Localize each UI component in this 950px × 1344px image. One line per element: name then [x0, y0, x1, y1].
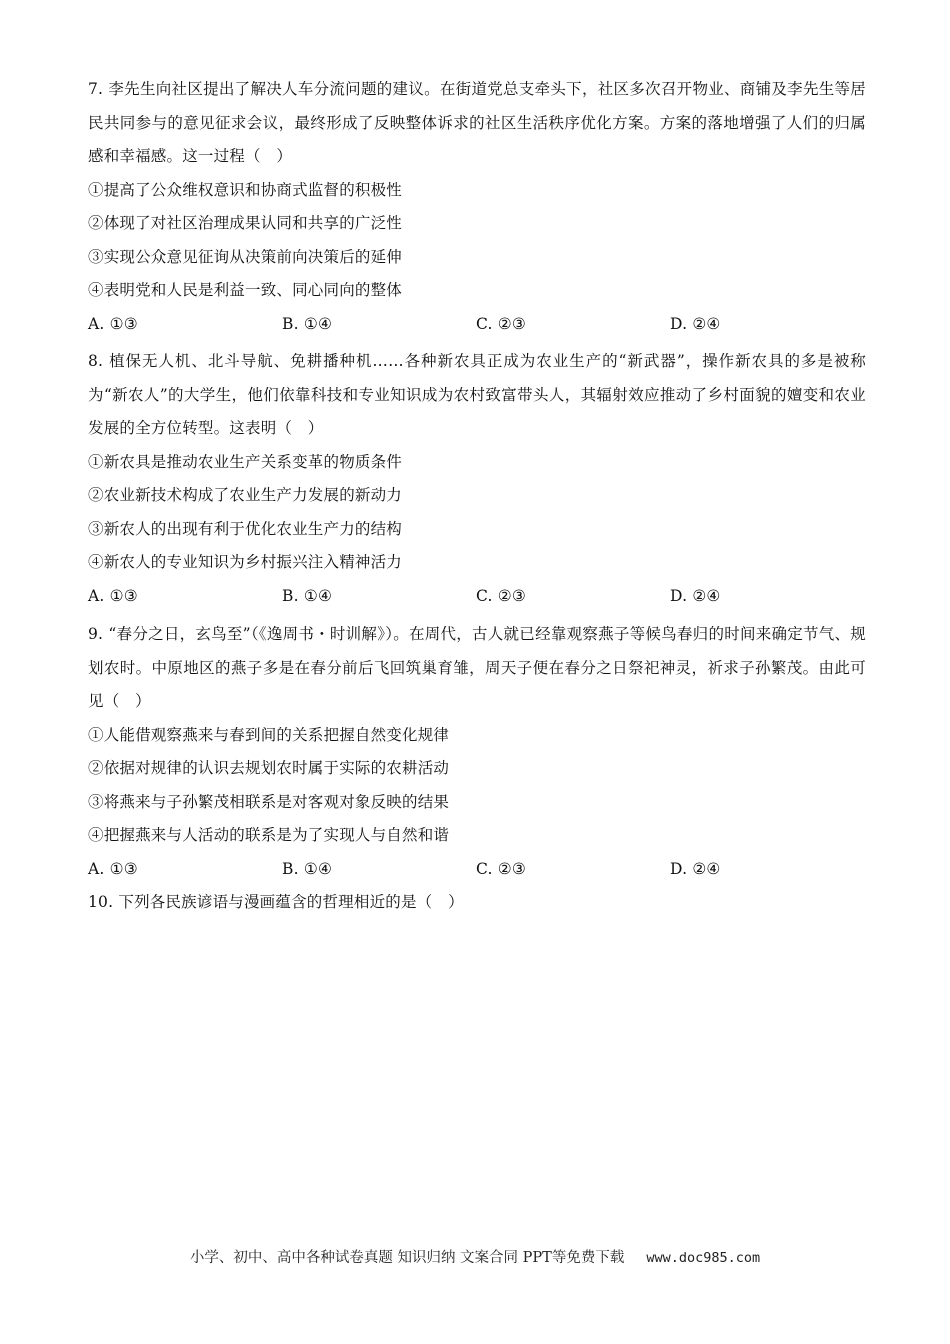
question-9 [88, 618, 866, 886]
question-8 [88, 345, 866, 613]
statement-item: ③将燕来与子孙繁茂相联系是对客观对象反映的结果 [88, 792, 450, 811]
choice-d: D. ②④ [670, 859, 721, 878]
choice-a: A. ①③ [88, 314, 138, 333]
statement-item: ①提高了公众维权意识和协商式监督的积极性 [88, 180, 403, 199]
statement-item: ①人能借观察燕来与春到间的关系把握自然变化规律 [88, 725, 450, 744]
footer-site-link[interactable]: www.doc985.com [646, 1250, 761, 1266]
statement-item: ②依据对规律的认识去规划农时属于实际的农耕活动 [88, 759, 450, 777]
choice-c: C. ②③ [476, 586, 526, 605]
choice-c: C. ②③ [476, 859, 526, 878]
choice-b: B. ①④ [282, 859, 333, 878]
choice-d: D. ②④ [670, 586, 721, 605]
question-stem: 7. 李先生向社区提出了解决人车分流问题的建议。在街道党总支牵头下，社区多次召开物业、商铺及李先生等居民共同参与的意见征求会议，最终形成了反映整体诉求的社区生活秩序优化方案。方案的落地增强了人们的归属感和幸福感。这一过程（ ） [88, 80, 866, 165]
question-7 [88, 73, 866, 341]
page-footer [0, 1246, 950, 1267]
answer-choices [88, 308, 866, 342]
choice-a: A. ①③ [88, 586, 138, 605]
footer-text: 小学、初中、高中各种试卷真题 知识归纳 文案合同 PPT等免费下载 [189, 1250, 625, 1266]
question-stem: 8. 植保无人机、北斗导航、免耕播种机……各种新农具正成为农业生产的“新武器”，操作新农具的多是被称为“新农人”的大学生，他们依靠科技和专业知识成为农村致富带头人，其辐射效应推动了乡村面貌的嬗变和农业发展的全方位转型。这表明（ ） [88, 352, 866, 437]
statement-item: ②体现了对社区治理成果认同和共享的广泛性 [88, 214, 403, 232]
statement-item: ④表明党和人民是利益一致、同心同向的整体 [88, 281, 403, 299]
statement-item: ④把握燕来与人活动的联系是为了实现人与自然和谐 [88, 826, 450, 844]
statement-item: ②农业新技术构成了农业生产力发展的新动力 [88, 486, 403, 504]
question-stem: 9. “春分之日，玄鸟至”（《逸周书・时训解》）。在周代，古人就已经靠观察燕子等候鸟春归的时间来确定节气、规划农时。中原地区的燕子多是在春分前后飞回筑巢育雏，周天子便在春分之日祭祀神灵，祈求子孙繁茂。由此可见（ ） [88, 625, 866, 710]
statement-item: ③实现公众意见征询从决策前向决策后的延伸 [88, 247, 403, 266]
choice-d: D. ②④ [670, 314, 721, 333]
choice-b: B. ①④ [282, 314, 333, 333]
statement-item: ③新农人的出现有利于优化农业生产力的结构 [88, 519, 403, 538]
choice-c: C. ②③ [476, 314, 526, 333]
choice-b: B. ①④ [282, 586, 333, 605]
statement-item: ①新农具是推动农业生产关系变革的物质条件 [88, 452, 403, 471]
answer-choices [88, 580, 866, 614]
question-stem: 10. 下列各民族谚语与漫画蕴含的哲理相近的是（ ） [88, 893, 464, 911]
statement-item: ④新农人的专业知识为乡村振兴注入精神活力 [88, 553, 403, 571]
choice-a: A. ①③ [88, 859, 138, 878]
answer-choices [88, 853, 866, 887]
question-10 [88, 886, 866, 920]
